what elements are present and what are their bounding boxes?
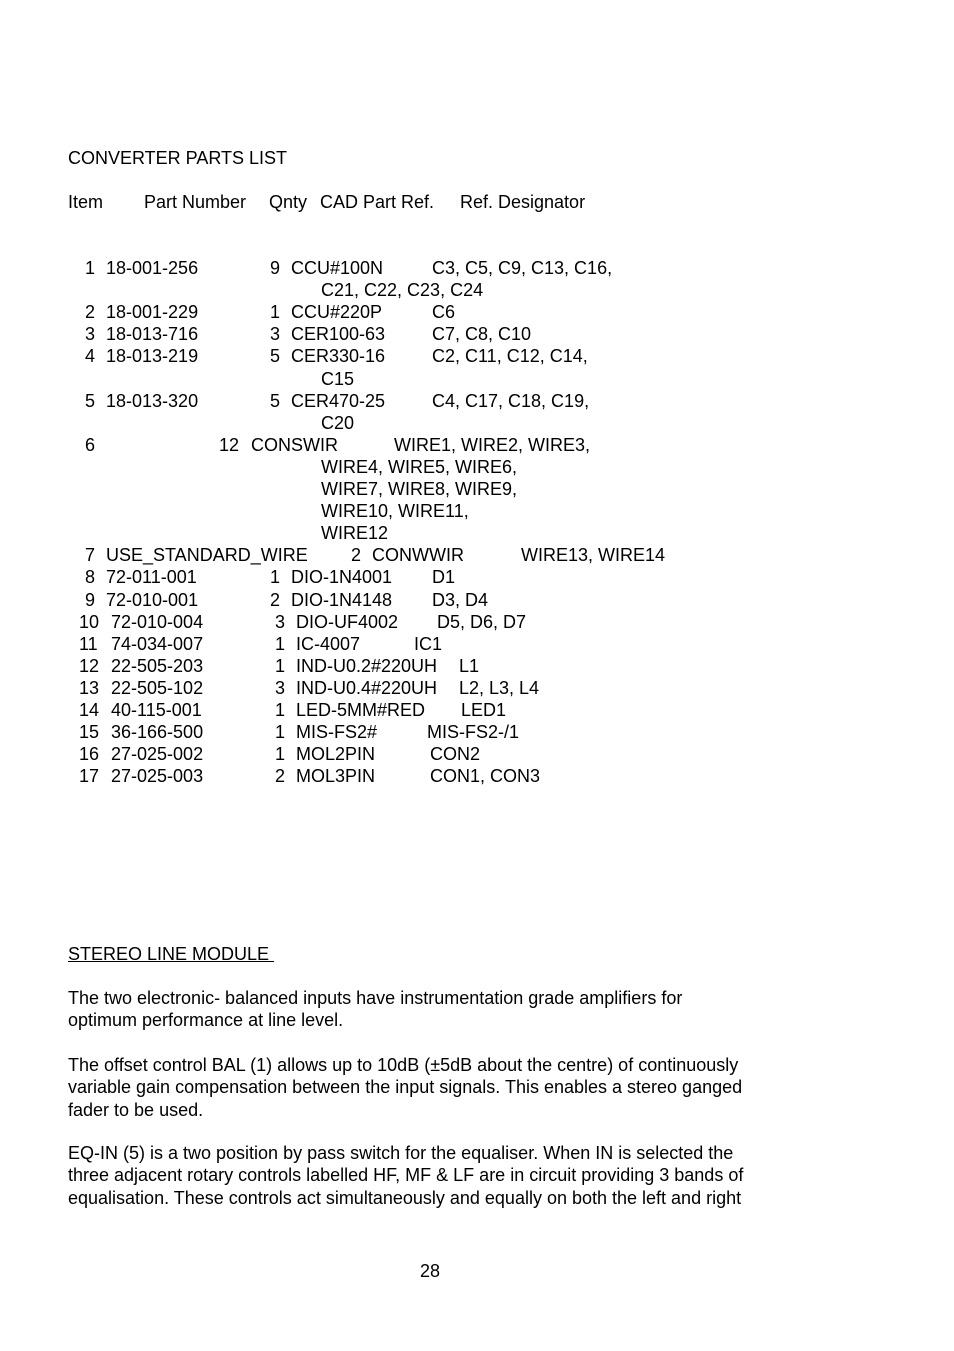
row-ref-designator: C15 [321, 368, 355, 389]
row-qnty: 1 [275, 655, 286, 676]
row-ref-designator: D1 [432, 567, 456, 588]
row-qnty: 5 [270, 390, 281, 411]
row-part-number: 18-001-229 [106, 302, 199, 323]
header-item: Item [68, 192, 104, 212]
row-ref-designator: CON2 [430, 744, 481, 765]
row-ref-designator: L2, L3, L4 [459, 677, 540, 698]
paragraph-line: optimum performance at line level. [68, 1010, 344, 1031]
row-ref-designator: LED1 [461, 700, 507, 720]
row-qnty: 3 [275, 611, 286, 632]
row-cad-part-ref: CCU#220P [291, 302, 383, 323]
row-item: 2 [85, 302, 96, 323]
row-qnty: 1 [275, 722, 286, 743]
row-part-number: USE_STANDARD_WIRE [106, 545, 308, 566]
row-qnty: 3 [275, 677, 286, 698]
row-qnty: 1 [270, 567, 281, 588]
row-ref-designator: WIRE7, WIRE8, WIRE9, [321, 479, 518, 499]
row-cad-part-ref: CCU#100N [291, 258, 384, 278]
row-ref-designator: WIRE13, WIRE14 [521, 545, 666, 566]
row-item: 14 [79, 700, 100, 720]
row-qnty: 9 [270, 258, 281, 278]
row-item: 11 [79, 633, 98, 654]
row-ref-designator: D5, D6, D7 [437, 611, 527, 632]
row-cad-part-ref: CER470-25 [291, 390, 386, 411]
row-ref-designator: C20 [321, 412, 355, 433]
header-part-number: Part Number [144, 192, 247, 212]
header-cad-part-ref: CAD Part Ref. [320, 192, 435, 212]
row-ref-designator: C2, C11, C12, C14, [432, 346, 588, 367]
paragraph-line: three adjacent rotary controls labelled HF, MF & LF are in circuit providing 3 bands of [68, 1165, 744, 1186]
row-cad-part-ref: DIO-1N4001 [291, 567, 393, 588]
row-qnty: 2 [351, 545, 362, 566]
row-item: 15 [79, 722, 100, 743]
section-heading: STEREO LINE MODULE [68, 944, 275, 964]
header-qnty: Qnty [269, 192, 308, 212]
row-item: 3 [85, 324, 96, 345]
row-ref-designator: C3, C5, C9, C13, C16, [432, 258, 613, 278]
row-qnty: 2 [275, 766, 286, 787]
paragraph-line: The two electronic- balanced inputs have instrumentation grade amplifiers for [68, 988, 683, 1008]
row-qnty: 2 [270, 589, 281, 610]
row-part-number: 27-025-002 [111, 744, 204, 765]
paragraph [68, 987, 808, 1032]
row-part-number: 22-505-203 [111, 655, 204, 676]
row-item: 12 [79, 655, 100, 676]
row-cad-part-ref: MOL2PIN [296, 744, 376, 765]
row-qnty: 1 [275, 700, 286, 720]
row-item: 16 [79, 744, 100, 765]
row-cad-part-ref: CER100-63 [291, 324, 386, 345]
row-qnty: 1 [275, 744, 286, 765]
row-cad-part-ref: CONWWIR [372, 545, 464, 566]
row-cad-part-ref: DIO-1N4148 [291, 589, 393, 610]
row-ref-designator: CON1, CON3 [430, 766, 541, 787]
row-cad-part-ref: LED-5MM#RED [296, 700, 426, 720]
row-item: 17 [79, 766, 100, 787]
row-item: 5 [85, 390, 96, 411]
row-part-number: 18-001-256 [106, 258, 199, 278]
row-ref-designator: IC1 [414, 633, 443, 654]
row-item: 8 [85, 567, 96, 588]
row-item: 1 [85, 258, 96, 278]
paragraph-line: EQ-IN (5) is a two position by pass switch for the equaliser. When IN is selected the [68, 1143, 734, 1163]
row-qnty: 12 [219, 434, 240, 455]
row-ref-designator: WIRE12 [321, 523, 389, 544]
row-item: 13 [79, 677, 100, 698]
row-ref-designator: L1 [459, 655, 480, 676]
row-part-number: 72-010-001 [106, 589, 199, 610]
row-item: 9 [85, 589, 96, 610]
row-part-number: 18-013-219 [106, 346, 199, 367]
row-qnty: 1 [275, 633, 286, 654]
row-ref-designator: D3, D4 [432, 589, 489, 610]
row-cad-part-ref: IND-U0.4#220UH [296, 677, 438, 698]
row-cad-part-ref: CER330-16 [291, 346, 386, 367]
row-part-number: 27-025-003 [111, 766, 204, 787]
row-part-number: 36-166-500 [111, 722, 204, 743]
row-qnty: 1 [270, 302, 281, 323]
row-item: 10 [79, 611, 100, 632]
header-ref-designator: Ref. Designator [460, 192, 586, 212]
row-qnty: 3 [270, 324, 281, 345]
row-part-number: 72-010-004 [111, 611, 204, 632]
row-item: 4 [85, 346, 96, 367]
row-ref-designator: MIS-FS2-/1 [427, 722, 520, 743]
row-item: 6 [85, 434, 96, 455]
row-part-number: 72-011-001 [106, 567, 197, 588]
row-ref-designator: C21, C22, C23, C24 [321, 280, 484, 301]
paragraph [68, 1142, 808, 1209]
page-number: 28 [420, 1261, 441, 1281]
row-cad-part-ref: IC-4007 [296, 633, 361, 654]
parts-list-title: CONVERTER PARTS LIST [68, 148, 288, 168]
row-ref-designator: WIRE4, WIRE5, WIRE6, [321, 456, 518, 477]
row-cad-part-ref: MOL3PIN [296, 766, 376, 787]
paragraph [68, 1054, 808, 1121]
row-part-number: 40-115-001 [111, 700, 202, 720]
paragraph-line: The offset control BAL (1) allows up to 10dB (±5dB about the centre) of continuously [68, 1055, 739, 1075]
paragraph-line: fader to be used. [68, 1099, 204, 1120]
row-ref-designator: C6 [432, 302, 456, 323]
row-cad-part-ref: CONSWIR [251, 434, 338, 455]
row-cad-part-ref: MIS-FS2# [296, 722, 378, 743]
paragraph-line: equalisation. These controls act simultaneously and equally on both the left and right [68, 1187, 742, 1208]
row-part-number: 18-013-320 [106, 390, 199, 411]
row-ref-designator: C4, C17, C18, C19, [432, 390, 590, 411]
row-qnty: 5 [270, 346, 281, 367]
row-ref-designator: C7, C8, C10 [432, 324, 532, 345]
row-cad-part-ref: IND-U0.2#220UH [296, 655, 438, 676]
row-ref-designator: WIRE1, WIRE2, WIRE3, [394, 434, 591, 455]
row-cad-part-ref: DIO-UF4002 [296, 611, 399, 632]
row-ref-designator: WIRE10, WIRE11, [321, 501, 469, 522]
row-part-number: 22-505-102 [111, 677, 204, 698]
row-item: 7 [85, 545, 96, 566]
row-part-number: 74-034-007 [111, 633, 204, 654]
paragraph-line: variable gain compensation between the input signals. This enables a stereo ganged [68, 1077, 743, 1098]
row-part-number: 18-013-716 [106, 324, 199, 345]
